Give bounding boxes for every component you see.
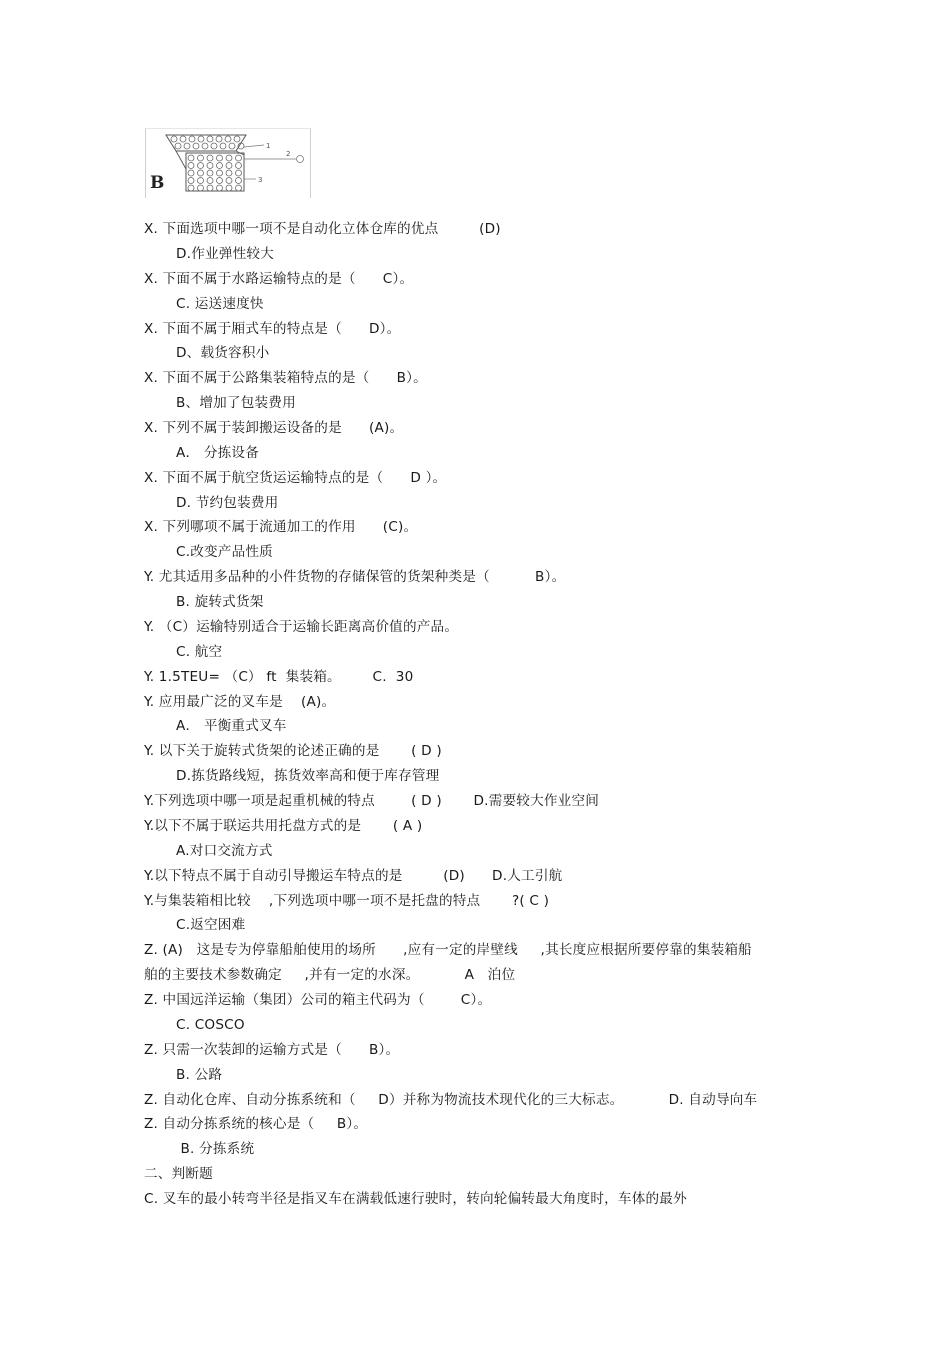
question-line: C. 叉车的最小转弯半径是指叉车在满载低速行驶时，转向轮偏转最大角度时，车体的最外	[144, 1190, 687, 1207]
item-circle	[198, 170, 204, 176]
item-circle	[226, 163, 232, 169]
item-circle	[226, 170, 232, 176]
item-circle	[236, 163, 242, 169]
item-circle	[225, 136, 231, 142]
pallet-diagram	[146, 129, 312, 199]
item-circle	[217, 163, 223, 169]
item-circle	[207, 136, 213, 142]
item-circle	[175, 143, 181, 149]
answer-line: B. 公路	[176, 1066, 223, 1083]
item-circle	[217, 155, 223, 161]
item-circle	[207, 178, 213, 184]
item-circle	[229, 143, 235, 149]
item-circle	[217, 185, 223, 191]
question-line: Y. （C）运输特别适合于运输长距离高价值的产品。	[144, 618, 459, 635]
item-circle	[226, 178, 232, 184]
item-circle	[193, 143, 199, 149]
question-line: 舶的主要技术参数确定 ,并有一定的水深。 A 泊位	[144, 967, 516, 984]
item-circle	[202, 143, 208, 149]
question-line: Y.以下特点不属于自动引导搬运车特点的是 (D) D.人工引航	[144, 867, 563, 884]
callout-label: 3	[258, 176, 263, 184]
answer-line: C.返空困难	[176, 917, 246, 934]
question-line: Y. 以下关于旋转式货架的论述正确的是 ( D )	[144, 743, 442, 760]
answer-line: A.对口交流方式	[176, 842, 273, 859]
item-circle	[184, 143, 190, 149]
item-circle	[207, 163, 213, 169]
answer-line: B. 旋转式货架	[176, 594, 264, 610]
item-circle	[188, 178, 194, 184]
item-circle	[220, 143, 226, 149]
answer-line: C. 航空	[176, 643, 223, 660]
item-circle	[207, 155, 213, 161]
item-circle	[236, 185, 242, 191]
answer-line: B. 分拣系统	[176, 1141, 255, 1158]
item-circle	[226, 155, 232, 161]
item-circle	[198, 178, 204, 184]
item-circle	[236, 155, 242, 161]
question-line: X. 下面选项中哪一项不是自动化立体仓库的优点 (D)	[144, 221, 501, 237]
answer-line: C. COSCO	[176, 1016, 245, 1033]
item-circle	[189, 136, 195, 142]
callout-handle	[297, 156, 304, 163]
question-line: Z. 中国远洋运输（集团）公司的箱主代码为（ C）。	[144, 992, 492, 1008]
question-line: X. 下面不属于厢式车的特点是（ D）。	[144, 320, 401, 337]
question-line: Y.与集装箱相比较 ,下列选项中哪一项不是托盘的特点 ?( C )	[144, 892, 550, 909]
item-circle	[207, 170, 213, 176]
question-line: Y.以下不属于联运共用托盘方式的是 ( A )	[144, 817, 423, 834]
question-line: Z. 自动化仓库、自动分拣系统和（ D）并称为物流技术现代化的三大标志。 D. 自动导向车	[144, 1091, 758, 1108]
item-circle	[188, 163, 194, 169]
figure-label: B	[150, 173, 165, 193]
callout-label: 2	[286, 150, 291, 158]
item-circle	[198, 163, 204, 169]
item-circle	[198, 155, 204, 161]
answer-line: C. 运送速度快	[176, 295, 264, 312]
answer-line: D、载货容积小	[176, 345, 270, 362]
question-line: Y. 1.5TEU= （C） ft 集装箱。 C. 30	[144, 668, 414, 685]
item-circle	[198, 136, 204, 142]
item-circle	[207, 185, 213, 191]
item-circle	[217, 178, 223, 184]
item-circle	[234, 136, 240, 142]
question-line: Y.下列选项中哪一项是起重机械的特点 ( D ) D.需要较大作业空间	[144, 793, 600, 809]
item-circle	[188, 155, 194, 161]
answer-line: B、增加了包装费用	[176, 395, 296, 412]
item-circle	[216, 136, 222, 142]
item-circle	[171, 136, 177, 142]
question-line: X. 下面不属于公路集装箱特点的是（ B）。	[144, 370, 427, 387]
item-circle	[236, 178, 242, 184]
question-line: Z. 只需一次装卸的运输方式是（ B）。	[144, 1041, 400, 1058]
question-line: X. 下列不属于装卸搬运设备的是 (A)。	[144, 420, 404, 436]
answer-line: C.改变产品性质	[176, 544, 273, 561]
question-line: X. 下面不属于水路运输特点的是（ C）。	[144, 270, 414, 287]
item-circle	[236, 170, 242, 176]
question-line: X. 下面不属于航空货运运输特点的是（ D ）。	[144, 469, 447, 486]
item-circle	[188, 185, 194, 191]
item-circle	[217, 170, 223, 176]
question-line: Y. 尤其适用多品种的小件货物的存储保管的货架种类是（ B）。	[144, 569, 566, 586]
diagram-figure-b	[145, 128, 311, 198]
item-circle	[188, 170, 194, 176]
answer-line: D. 节约包装费用	[176, 494, 279, 511]
question-line: Y. 应用最广泛的叉车是 (A)。	[144, 693, 336, 710]
hopper-line	[176, 151, 186, 169]
callout-line-1	[244, 145, 264, 147]
answer-line: A． 平衡重式叉车	[176, 718, 287, 735]
question-line: Z. (A) 这是专为停靠船舶使用的场所 ,应有一定的岸壁线 ,其长度应根据所要停靠的集装箱船	[144, 942, 752, 959]
question-line: 二、判断题	[144, 1166, 213, 1183]
item-circle	[226, 185, 232, 191]
question-line: Z. 自动分拣系统的核心是（ B）。	[144, 1116, 368, 1133]
answer-line: D.拣货路线短，拣货效率高和便于库存管理	[176, 768, 440, 785]
answer-line: A． 分拣设备	[176, 444, 259, 461]
item-circle	[198, 185, 204, 191]
answer-line: D.作业弹性较大	[176, 245, 274, 262]
callout-label: 1	[266, 142, 271, 150]
item-circle	[180, 136, 186, 142]
question-line: X. 下列哪项不属于流通加工的作用 (C)。	[144, 519, 418, 536]
item-circle	[211, 143, 217, 149]
